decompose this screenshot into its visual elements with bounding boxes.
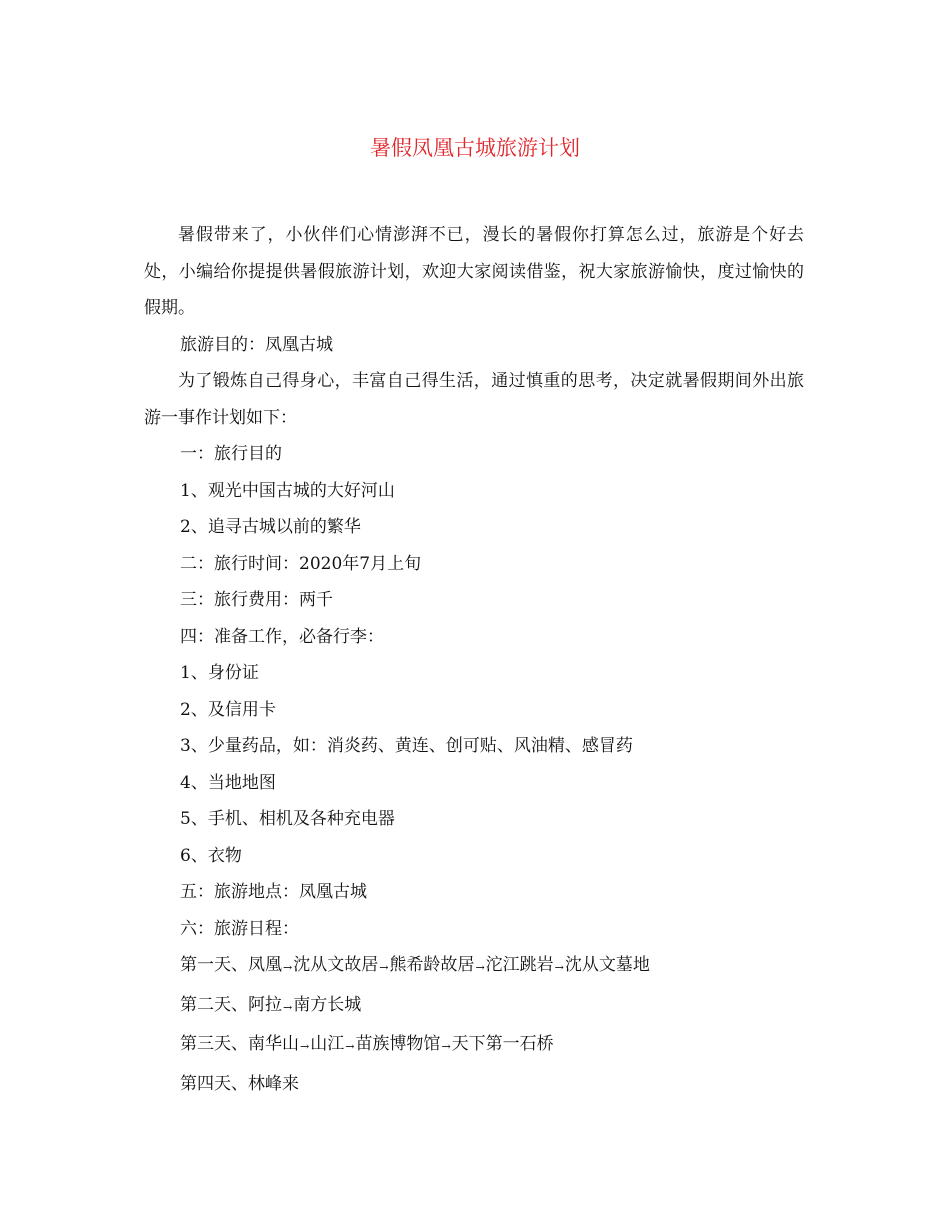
itinerary-day [144,987,804,1027]
arrow-icon: → [475,961,485,974]
arrow-icon: → [283,1000,293,1014]
section-heading-location: 五：旅游地点：凤凰古城 [180,882,367,902]
section-heading-purpose: 一：旅行目的 [180,444,282,464]
list-item: 4、当地地图 [180,772,276,793]
itinerary-stop: 林峰来 [248,1073,299,1094]
itinerary-day-label: 第二天、 [180,994,248,1015]
list-item: 6、衣物 [180,845,242,866]
list-item: 2、及信用卡 [180,699,276,720]
itinerary-stop: 沈从文墓地 [564,955,650,975]
document-body [144,217,804,1102]
list-item: 5、手机、相机及各种充电器 [180,809,395,829]
itinerary-stop: 沈从文故居 [293,955,379,975]
destination-line: 旅游目的：凤凰古城 [180,334,333,355]
itinerary-stop: 天下第一石桥 [451,1034,554,1054]
list-item: 1、身份证 [180,663,259,683]
section-heading-time: 二：旅行时间：2020年7月上旬 [180,553,422,574]
itinerary-list [144,947,804,1102]
itinerary-day [144,947,804,987]
itinerary-stop: 沱江跳岩 [485,955,554,975]
list-item: 3、少量药品，如：消炎药、黄连、创可贴、风油精、感冒药 [180,736,633,756]
itinerary-stop: 南方长城 [293,994,362,1015]
list-item: 2、追寻古城以前的繁华 [180,517,361,537]
section-heading-schedule: 六：旅游日程： [180,918,299,939]
arrow-icon: → [300,1040,310,1053]
itinerary-stop: 凤凰 [248,955,282,975]
itinerary-stop: 阿拉 [248,994,282,1015]
arrow-icon: → [283,961,293,974]
itinerary-day-label: 第三天、 [180,1034,248,1054]
arrow-icon: → [379,961,389,974]
itinerary-stop: 山江 [310,1034,345,1054]
arrow-icon: → [441,1040,451,1053]
section-heading-cost: 三：旅行费用：两千 [180,590,333,610]
arrow-icon: → [554,961,564,974]
itinerary-day [144,1026,804,1066]
list-item: 1、观光中国古城的大好河山 [180,480,395,501]
purpose-paragraph: 为了锻炼自己得身心，丰富自己得生活，通过慎重的思考，决定就暑假期间外出旅游一事作计划如下： [144,371,804,428]
section-heading-preparation: 四：准备工作，必备行李： [180,626,384,647]
document-title: 暑假凤凰古城旅游计划 [370,136,580,160]
intro-paragraph: 暑假带来了，小伙伴们心情澎湃不已，漫长的暑假你打算怎么过，旅游是个好去处，小编给你提提供暑假旅游计划，欢迎大家阅读借鉴，祝大家旅游愉快，度过愉快的假期。 [144,225,804,318]
itinerary-day [144,1066,804,1103]
arrow-icon: → [345,1040,355,1053]
itinerary-stop: 南华山 [248,1034,299,1054]
itinerary-stop: 熊希龄故居 [389,955,475,975]
itinerary-day-label: 第四天、 [180,1073,248,1094]
itinerary-stop: 苗族博物馆 [355,1034,441,1054]
itinerary-day-label: 第一天、 [180,955,248,975]
